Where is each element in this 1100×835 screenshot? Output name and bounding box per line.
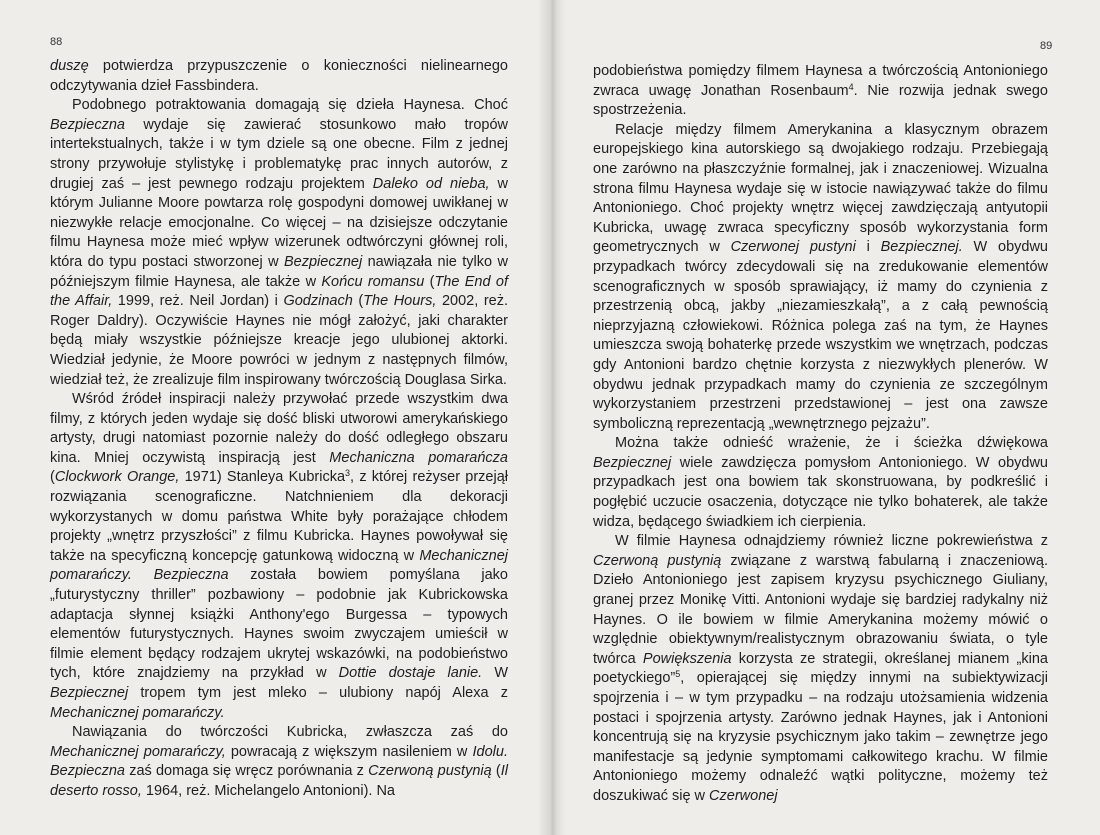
text-run: ( xyxy=(424,273,435,290)
text-run: w którym Julianne Moore powtarza rolę gospodyni domowej uwikłanej w niezwykłe relacje emocjonalne. Co więcej – na dzisiejsze odczytanie filmu Haynesa może mieć wpływ wizerunek odtwórczyni głównej roli, która do typu postaci stworzonej w xyxy=(50,175,509,270)
italic-text: Mechanicznej pomarańczy. xyxy=(50,704,225,721)
text-run: , opierającej się między innymi na subiektywizacji spojrzenia i – w tym przypadku – na rodzaju utożsamienia widzenia postaci i spojrzenia artysty. Zarówno jednak Haynes, jak i Antonioni koncentrują się na kryzysie psychicznym jako takim – zewnętrze jego manifestacje są jedynie symptomami całkowitego krachu. W filmie Antonioniego możemy odnaleźć wątki polityczne, możemy też doszukiwać się w xyxy=(593,670,1048,804)
text-run: 2002, reż. Roger Daldry). Oczywiście Haynes nie mógł założyć, jaki charakter będą miały wszystkie późniejsze kreacje jego ulubionej aktorki. Wiedział jedynie, że Moore powróci w jednym z następnych filmów, wiedział też, że zrealizuje film inspirowany twórczością Douglasa Sirka. xyxy=(50,293,508,388)
italic-text: The Hours, xyxy=(363,293,437,310)
italic-text: Godzinach xyxy=(283,293,353,310)
paragraph xyxy=(50,96,508,390)
italic-text: Bezpiecznej xyxy=(50,685,129,701)
italic-text: Mechanicznej pomarańczy. Bezpieczna xyxy=(50,547,508,584)
text-run: . Nie rozwija jednak swego spostrzeżenia. xyxy=(593,82,1049,119)
text-run: wydaje się zawierać stosunkowo mało tropów intertekstualnych, także i w tym dziele są one obecne. Film z jednej strony przywołuje stylistykę i problematykę prac innych autorów, z drugiej zaś – jest pewnego rodzaju projektem xyxy=(50,116,508,192)
italic-text: Końcu romansu xyxy=(321,273,425,290)
text-run: została bowiem pomyślana jako „futurystyczny thriller” pozbawiony – podobnie jak Kubrickowska adaptacja słynnej książki Anthony'ego Burgessa – typowych elementów futurystycznych. Haynes swoim zwyczajem umieścił w filmie element będący rodzajem ukrytej wskazówki, na podobieństwo tych, które znajdziemy na przykład w xyxy=(50,567,508,682)
text-run: nawiązała nie tylko w późniejszym filmie Haynesa, ale także w xyxy=(50,253,508,290)
text-run: powracają z większym nasileniem w xyxy=(225,743,473,760)
text-run: Relacje między filmem Amerykanina a klasycznym obrazem europejskiego kina autorskiego są dwojakiego rodzaju. Przebiegają one zarówno na płaszczyźnie formalnej, jak i znaczeniowej. Wizualna strona filmu Haynesa wydaje się w istocie nawiązywać także do filmu Antonioniego. Choć projekty wnętrz więcej zawdzięczają antyutopii Kubricka, uwagę zwraca specyficzny sposób wykorzystania form geometrycznych w xyxy=(593,121,1048,256)
paragraph xyxy=(50,723,508,801)
italic-text: The End of the Affair, xyxy=(50,273,508,310)
right-page xyxy=(550,0,1100,835)
paragraph xyxy=(50,390,508,723)
page-number: 89 xyxy=(1040,40,1053,52)
italic-text: Bezpiecznej xyxy=(593,454,672,471)
italic-text: Dottie dostaje lanie. xyxy=(338,665,483,682)
text-run: ( xyxy=(491,763,501,780)
italic-text: Czerwoną pustynią xyxy=(368,763,492,780)
text-run: korzysta ze strategii, określanej mianem „kina poetyckiego” xyxy=(593,650,1048,687)
italic-text: Mechaniczna pomarańcza xyxy=(329,449,508,466)
italic-text: Idolu. Bezpieczna xyxy=(50,743,508,780)
italic-text: Bezpiecznej xyxy=(284,253,363,270)
italic-text: Czerwoną pustynią xyxy=(593,552,722,569)
paragraph xyxy=(593,121,1048,435)
text-run: W obydwu przypadkach twórcy zdecydowali się na zredukowanie elementów scenograficznych w sposób sprawiający, iż mamy do czynienia z przestrzenią obcą, jakby „niezamieszkałą”, a z całą pewnością nieprzyjazną człowiekowi. Różnica polega zaś na tym, że Haynes umieszcza swoją bohaterkę przede wszystkim we wnętrzach, podczas gdy Antonioni bardzo chętnie korzysta z niezwykłych plenerów. W obydwu jednak przypadkach mamy do czynienia ze szczególnym wykorzystaniem przestrzeni przedstawionej – jest ona zawsze symboliczną reprezentacją „wewnętrznego pejzażu”. xyxy=(593,239,1048,432)
text-run: potwierdza przypuszczenie o konieczności nielinearnego odczytywania dzieł Fassbindera. xyxy=(50,58,508,94)
footnote-ref: 3 xyxy=(345,468,351,479)
italic-text: duszę xyxy=(50,58,89,74)
text-run: ( xyxy=(50,469,55,486)
text-run: tropem tym jest mleko – ulubiony napój Alexa z xyxy=(128,685,508,701)
text-run: 1971) Stanleya Kubricka xyxy=(179,469,346,486)
text-run: ( xyxy=(352,293,364,310)
italic-text: Mechanicznej pomarańczy, xyxy=(50,743,226,760)
italic-text: Clockwork Orange, xyxy=(54,469,180,486)
italic-text: Czerwonej xyxy=(709,787,778,804)
italic-text: Bezpieczna xyxy=(50,116,125,133)
italic-text: Powiększenia xyxy=(642,650,732,667)
text-run: Można także odnieść wrażenie, że i ścieżka dźwiękowa xyxy=(615,435,1048,452)
italic-text: Czerwonej pustyni xyxy=(730,239,856,256)
italic-text: Il deserto rosso, xyxy=(50,763,508,799)
text-run: podobieństwa pomiędzy filmem Haynesa a twórczością Antonioniego zwraca uwagę Jonathan Rosenbaum xyxy=(593,63,1048,99)
paragraph xyxy=(593,532,1048,806)
italic-text: Daleko od nieba, xyxy=(372,175,490,192)
italic-text: Bezpiecznej. xyxy=(880,239,963,256)
footnote-ref: 4 xyxy=(848,81,854,92)
footnote-ref: 5 xyxy=(675,669,681,680)
text-run: Wśród źródeł inspiracji należy przywołać przede wszystkim dwa filmy, z których jeden wydaje się dość bliski utworowi amerykańskiego artysty, drugi natomiast pozornie należy do dość odległego obszaru kina. Mniej oczywistą inspiracją jest xyxy=(50,391,508,466)
page-body xyxy=(593,62,1048,807)
text-run: W xyxy=(482,665,509,682)
paragraph xyxy=(593,434,1048,532)
text-run: wiele zawdzięcza pomysłom Antonioniego. W obydwu przypadkach jest ona bowiem tak skonstruowana, by podkreślić i pogłębić uczucie osaczenia, dotyczące nie tylko bohaterek, ale także widza, będącego świadkiem ich cierpienia. xyxy=(593,454,1048,530)
text-run: W filmie Haynesa odnajdziemy również liczne pokrewieństwa z xyxy=(615,533,1048,550)
text-run: 1964, reż. Michelangelo Antonioni). Na xyxy=(141,782,395,799)
text-run: Podobnego potraktowania domagają się dzieła Haynesa. Choć xyxy=(72,97,508,114)
paragraph xyxy=(50,57,508,96)
paragraph xyxy=(593,62,1048,121)
text-run: Nawiązania do twórczości Kubricka, zwłaszcza zaś do xyxy=(72,724,508,741)
page-number: 88 xyxy=(50,36,63,48)
text-run: zaś domaga się wręcz porównania z xyxy=(124,763,369,780)
page-body xyxy=(50,57,508,802)
text-run: i xyxy=(855,239,881,256)
text-run: związane z warstwą fabularną i znaczeniową. Dzieło Antonioniego jest zapisem kryzysu psychicznego Giuliany, granej przez Monikę Vitti. Antonioni wydaje się bardziej radykalny niż Haynes. O ile bowiem w filmie Amerykanina możemy mówić o względnie obiektywnym/realistycznym obrazowaniu świata, o tyle twórca xyxy=(593,552,1048,667)
text-run: , z której reżyser przejął rozwiązania scenograficzne. Natchnieniem dla dekoracji wykorzystanych w domu państwa White były porażające chłodem projekty „wnętrz przyszłości” z filmu Kubricka. Haynes powoływał się także na specyficzną koncepcję gatunkową widoczną w xyxy=(50,469,509,564)
text-run: 1999, reż. Neil Jordan) i xyxy=(112,293,284,310)
